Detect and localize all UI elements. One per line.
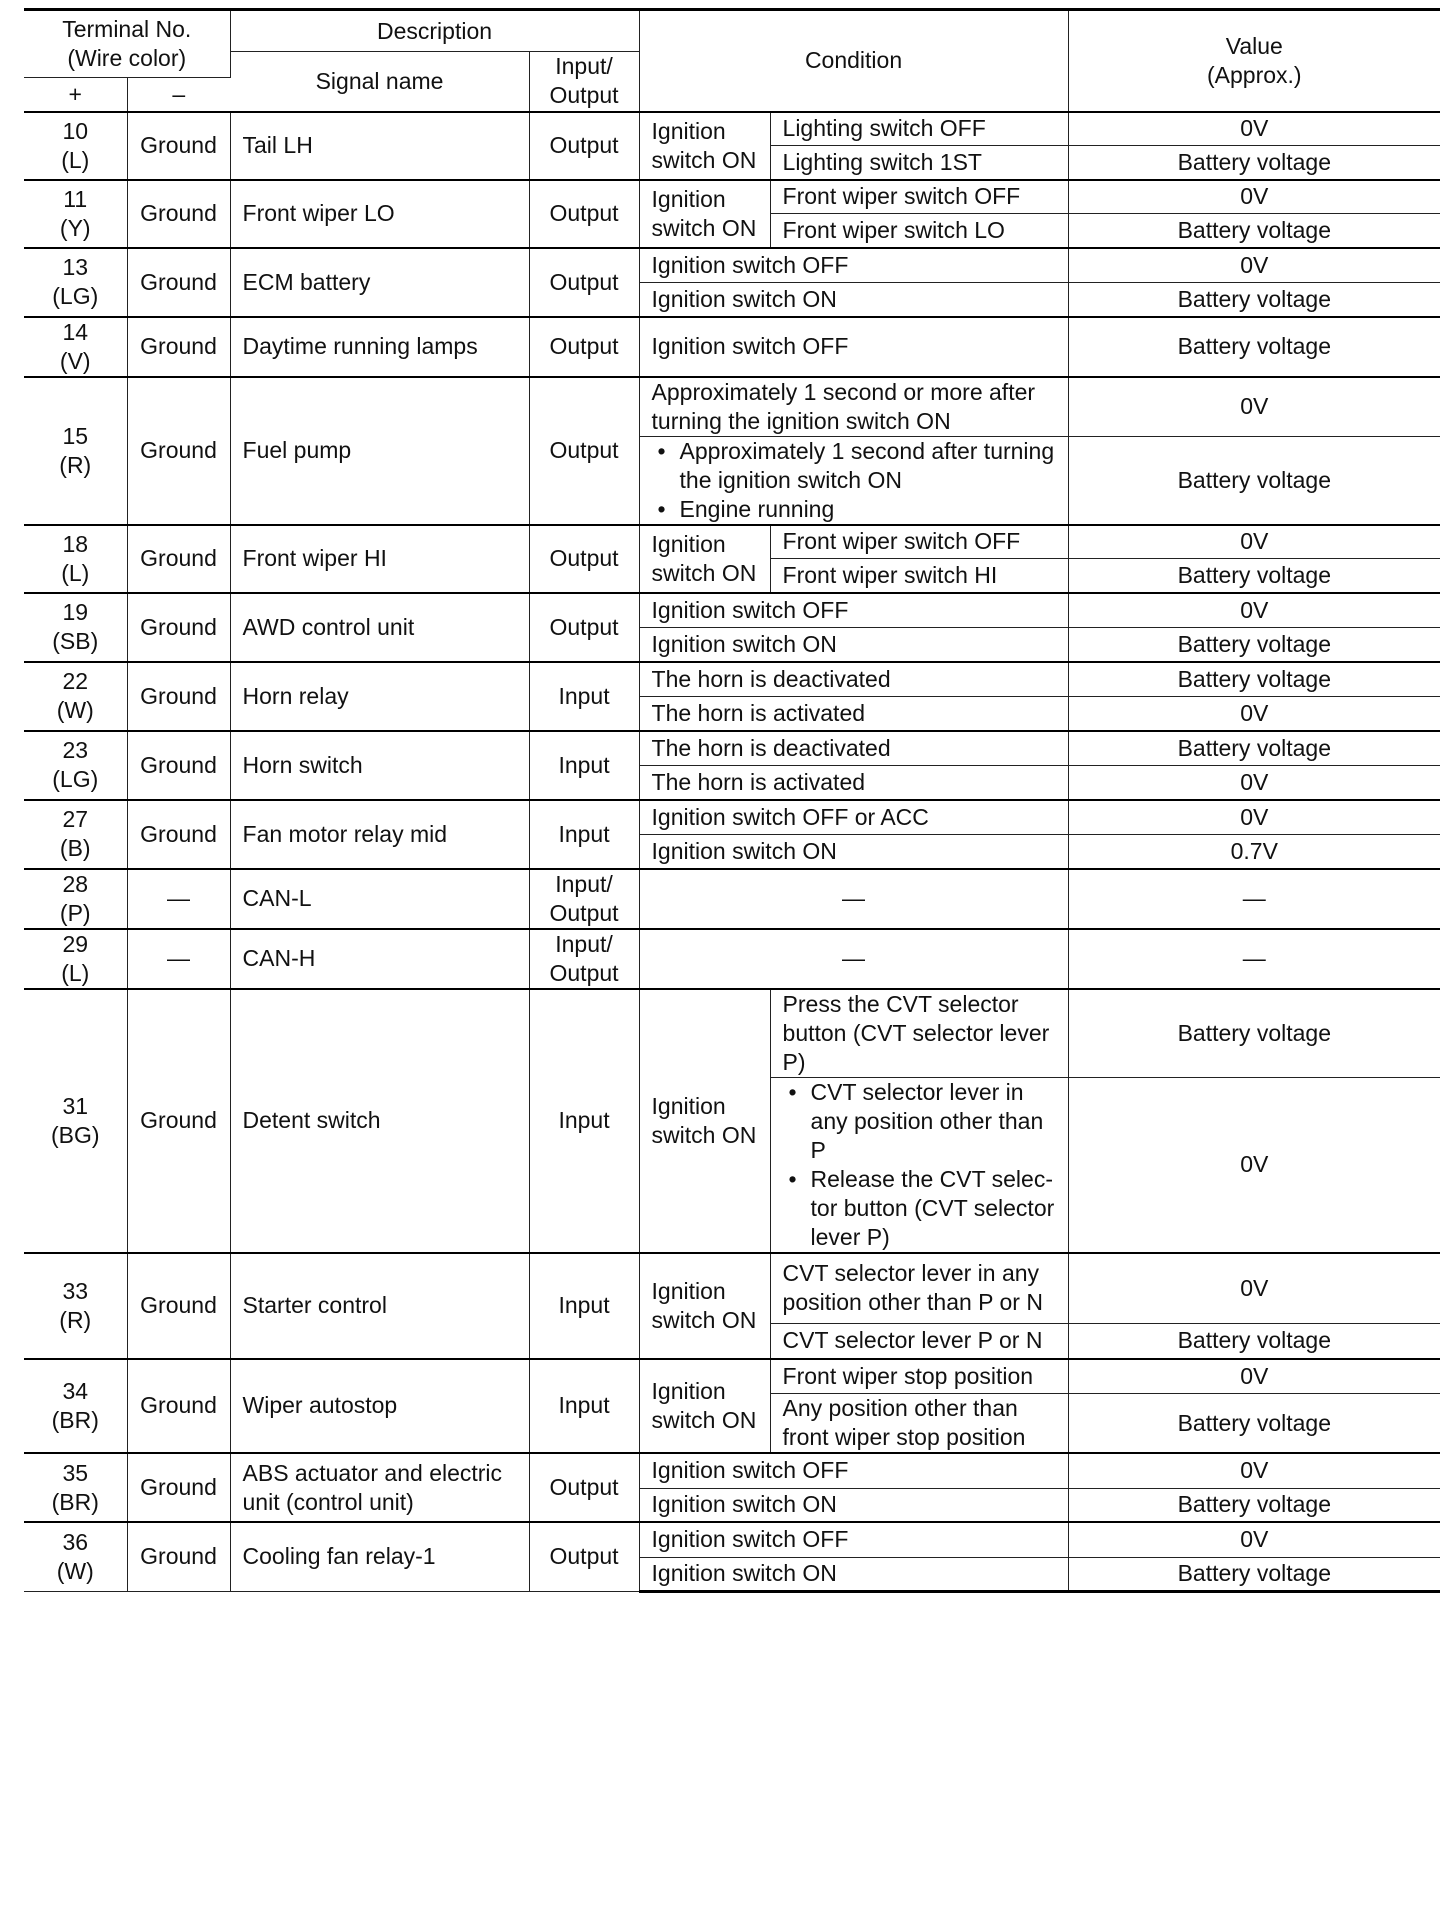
text-line: switch ON bbox=[651, 214, 757, 241]
wire-color: (Y) bbox=[59, 214, 91, 241]
ground-cell: Ground bbox=[127, 112, 230, 180]
terminal-number: 29 bbox=[62, 930, 89, 957]
terminal-no-label: Terminal No. bbox=[62, 16, 192, 42]
io-cell bbox=[529, 869, 639, 929]
condition-cell bbox=[770, 989, 1068, 1078]
condition-cell bbox=[770, 1394, 1068, 1454]
bullet-item bbox=[680, 437, 1056, 495]
ground-cell: Ground bbox=[127, 317, 230, 377]
value-cell: 0V bbox=[1068, 593, 1440, 628]
plus-header: + bbox=[24, 78, 127, 112]
text-line: unit (control unit) bbox=[242, 1488, 414, 1515]
value-cell: 0V bbox=[1068, 800, 1440, 835]
signal-name-cell: Front wiper LO bbox=[230, 180, 529, 248]
text-line: tor button (CVT selector bbox=[810, 1194, 1055, 1221]
value-cell: 0V bbox=[1068, 1077, 1440, 1253]
table-row bbox=[24, 929, 1440, 989]
table-row bbox=[24, 1253, 1440, 1324]
terminal-cell bbox=[24, 1522, 127, 1591]
table-row bbox=[24, 1453, 1440, 1488]
condition-cell: Ignition switch ON bbox=[639, 1557, 1068, 1591]
terminal-cell bbox=[24, 248, 127, 317]
signal-name-cell: Horn relay bbox=[230, 662, 529, 731]
condition-cell: Ignition switch OFF bbox=[639, 317, 1068, 377]
terminal-number: 33 bbox=[62, 1277, 89, 1304]
terminal-number: 13 bbox=[62, 254, 89, 280]
terminal-cell bbox=[24, 800, 127, 869]
value-cell: Battery voltage bbox=[1068, 662, 1440, 697]
wire-color: (SB) bbox=[52, 628, 99, 654]
ground-cell: Ground bbox=[127, 1453, 230, 1522]
value-cell: 0V bbox=[1068, 1359, 1440, 1394]
terminal-number: 15 bbox=[62, 422, 89, 449]
condition-cell: Ignition switch OFF bbox=[639, 1453, 1068, 1488]
text-line: Press the CVT selector bbox=[782, 990, 1019, 1017]
value-cell: 0.7V bbox=[1068, 835, 1440, 869]
signal-name-header: Signal name bbox=[230, 52, 529, 112]
text-line: P bbox=[810, 1136, 826, 1163]
bullet-item bbox=[811, 1078, 1056, 1165]
terminal-number: 35 bbox=[62, 1459, 89, 1486]
header-row bbox=[24, 10, 1440, 52]
condition-scope-cell bbox=[639, 989, 770, 1253]
text-line: switch ON bbox=[651, 559, 757, 586]
text-line: switch ON bbox=[651, 1406, 757, 1433]
condition-cell: Ignition switch OFF or ACC bbox=[639, 800, 1068, 835]
text-line: Ignition bbox=[651, 530, 726, 557]
terminal-cell bbox=[24, 317, 127, 377]
io-cell: Output bbox=[529, 593, 639, 662]
terminal-cell bbox=[24, 1253, 127, 1359]
terminal-no-header bbox=[24, 10, 230, 78]
value-cell: 0V bbox=[1068, 766, 1440, 800]
terminal-cell bbox=[24, 1359, 127, 1454]
io-cell: Output bbox=[529, 112, 639, 180]
text-line: Any position other than bbox=[782, 1395, 1018, 1421]
wire-color: (W) bbox=[56, 1557, 94, 1584]
io-cell: Input bbox=[529, 731, 639, 800]
value-cell: Battery voltage bbox=[1068, 559, 1440, 593]
ground-cell: Ground bbox=[127, 662, 230, 731]
text-line: Ignition bbox=[651, 117, 726, 144]
terminal-number: 11 bbox=[63, 185, 88, 212]
signal-name-cell: Horn switch bbox=[230, 731, 529, 800]
ground-cell: Ground bbox=[127, 1359, 230, 1454]
value-cell: 0V bbox=[1068, 1522, 1440, 1557]
ground-cell: Ground bbox=[127, 731, 230, 800]
ground-cell: Ground bbox=[127, 989, 230, 1253]
terminal-spec-table bbox=[24, 8, 1440, 1593]
condition-cell: Front wiper switch LO bbox=[770, 214, 1068, 248]
ground-cell: Ground bbox=[127, 593, 230, 662]
text-line: Ignition bbox=[651, 185, 726, 212]
value-header bbox=[1068, 10, 1440, 112]
condition-scope-cell bbox=[639, 525, 770, 593]
wire-color-label: (Wire color) bbox=[67, 45, 187, 71]
value-cell: Battery voltage bbox=[1068, 1488, 1440, 1522]
text-line: P) bbox=[782, 1048, 806, 1075]
text-line: turning the ignition switch ON bbox=[651, 407, 951, 434]
terminal-cell bbox=[24, 1453, 127, 1522]
wire-color: (BR) bbox=[51, 1488, 99, 1515]
value-cell: Battery voltage bbox=[1068, 1557, 1440, 1591]
value-cell: 0V bbox=[1068, 248, 1440, 283]
terminal-number: 36 bbox=[62, 1528, 89, 1555]
wire-color: (LG) bbox=[52, 766, 99, 792]
value-cell: Battery voltage bbox=[1068, 731, 1440, 766]
terminal-cell bbox=[24, 989, 127, 1253]
table-row bbox=[24, 248, 1440, 283]
condition-cell: Ignition switch ON bbox=[639, 283, 1068, 317]
text-line: lever P) bbox=[810, 1223, 890, 1250]
condition-cell: — bbox=[639, 929, 1068, 989]
condition-header: Condition bbox=[639, 10, 1068, 112]
terminal-cell bbox=[24, 525, 127, 593]
wire-color: (R) bbox=[59, 451, 92, 478]
text-line: switch ON bbox=[651, 146, 757, 173]
condition-cell: Front wiper switch OFF bbox=[770, 525, 1068, 559]
condition-cell: Ignition switch ON bbox=[639, 1488, 1068, 1522]
condition-cell: — bbox=[639, 869, 1068, 929]
value-cell: Battery voltage bbox=[1068, 283, 1440, 317]
signal-name-cell: CAN-L bbox=[230, 869, 529, 929]
ground-cell: Ground bbox=[127, 377, 230, 525]
bullet-item bbox=[811, 1165, 1056, 1252]
text-line: switch ON bbox=[651, 1306, 757, 1333]
table-row bbox=[24, 869, 1440, 929]
io-cell: Output bbox=[529, 317, 639, 377]
signal-name-cell: AWD control unit bbox=[230, 593, 529, 662]
wire-color: (R) bbox=[59, 1306, 92, 1333]
value-cell: Battery voltage bbox=[1068, 317, 1440, 377]
text-line: • Engine running bbox=[679, 495, 835, 522]
value-cell: 0V bbox=[1068, 1453, 1440, 1488]
wire-color: (L) bbox=[61, 146, 90, 173]
condition-cell: Ignition switch ON bbox=[639, 628, 1068, 662]
table-row bbox=[24, 1359, 1440, 1394]
value-cell: Battery voltage bbox=[1068, 214, 1440, 248]
value-cell: — bbox=[1068, 929, 1440, 989]
ground-cell: Ground bbox=[127, 800, 230, 869]
ground-cell: — bbox=[127, 869, 230, 929]
ground-cell: Ground bbox=[127, 1522, 230, 1591]
signal-name-cell: Fan motor relay mid bbox=[230, 800, 529, 869]
text-line: Input/ bbox=[555, 870, 613, 897]
value-cell: Battery voltage bbox=[1068, 1394, 1440, 1454]
text-line: Input/ bbox=[555, 930, 613, 957]
table-row bbox=[24, 662, 1440, 697]
table-row bbox=[24, 525, 1440, 559]
ground-cell: Ground bbox=[127, 1253, 230, 1359]
condition-scope-cell bbox=[639, 180, 770, 248]
text-line: front wiper stop position bbox=[782, 1424, 1026, 1450]
condition-cell: Lighting switch OFF bbox=[770, 112, 1068, 146]
signal-name-cell: Starter control bbox=[230, 1253, 529, 1359]
io-cell: Input bbox=[529, 989, 639, 1253]
io-cell: Output bbox=[529, 180, 639, 248]
io-cell: Output bbox=[529, 1522, 639, 1591]
text-line: Ignition bbox=[651, 1377, 726, 1404]
condition-cell: The horn is deactivated bbox=[639, 731, 1068, 766]
value-cell: Battery voltage bbox=[1068, 989, 1440, 1078]
terminal-cell bbox=[24, 112, 127, 180]
text-line: ABS actuator and electric bbox=[242, 1459, 503, 1486]
ground-cell: — bbox=[127, 929, 230, 989]
wire-color: (BR) bbox=[51, 1406, 99, 1433]
wire-color: (B) bbox=[59, 835, 91, 861]
wire-color: (L) bbox=[61, 559, 90, 586]
table-row bbox=[24, 180, 1440, 214]
bullet-item bbox=[680, 495, 1056, 524]
terminal-number: 19 bbox=[62, 599, 89, 625]
io-cell bbox=[529, 929, 639, 989]
text-line: Ignition bbox=[651, 1092, 726, 1119]
text-line: • CVT selector lever in bbox=[810, 1078, 1024, 1105]
terminal-cell bbox=[24, 869, 127, 929]
terminal-number: 22 bbox=[62, 668, 89, 694]
table-row bbox=[24, 989, 1440, 1078]
io-header bbox=[529, 52, 639, 112]
terminal-cell bbox=[24, 377, 127, 525]
wire-color: (L) bbox=[61, 959, 90, 986]
text-line: switch ON bbox=[651, 1121, 757, 1148]
value-cell: 0V bbox=[1068, 112, 1440, 146]
condition-cell: The horn is activated bbox=[639, 766, 1068, 800]
condition-cell: The horn is activated bbox=[639, 697, 1068, 731]
signal-name-cell: Daytime running lamps bbox=[230, 317, 529, 377]
value-cell: 0V bbox=[1068, 180, 1440, 214]
condition-cell: Front wiper stop position bbox=[770, 1359, 1068, 1394]
ground-cell: Ground bbox=[127, 525, 230, 593]
table-row bbox=[24, 377, 1440, 437]
condition-cell: CVT selector lever P or N bbox=[770, 1324, 1068, 1359]
text-line: any position other than bbox=[810, 1107, 1044, 1134]
terminal-cell bbox=[24, 929, 127, 989]
io-cell: Input bbox=[529, 662, 639, 731]
table-row bbox=[24, 800, 1440, 835]
terminal-number: 10 bbox=[62, 117, 89, 144]
signal-name-cell: Cooling fan relay-1 bbox=[230, 1522, 529, 1591]
condition-cell bbox=[639, 377, 1068, 437]
signal-name-cell bbox=[230, 1453, 529, 1522]
text-line: Output bbox=[549, 899, 619, 926]
ground-cell: Ground bbox=[127, 180, 230, 248]
terminal-number: 18 bbox=[62, 530, 89, 557]
approx-label: (Approx.) bbox=[1206, 61, 1302, 88]
table-row bbox=[24, 593, 1440, 628]
table-row bbox=[24, 317, 1440, 377]
io-cell: Input bbox=[529, 800, 639, 869]
value-cell: 0V bbox=[1068, 697, 1440, 731]
io-cell: Output bbox=[529, 248, 639, 317]
condition-cell: Front wiper switch HI bbox=[770, 559, 1068, 593]
signal-name-cell: Tail LH bbox=[230, 112, 529, 180]
condition-cell bbox=[770, 1077, 1068, 1253]
text-line: Ignition bbox=[651, 1277, 726, 1304]
value-cell: 0V bbox=[1068, 1253, 1440, 1324]
io-cell: Output bbox=[529, 1453, 639, 1522]
wire-color: (P) bbox=[59, 899, 91, 926]
value-label: Value bbox=[1225, 32, 1283, 59]
table-row bbox=[24, 1522, 1440, 1557]
condition-cell: Lighting switch 1ST bbox=[770, 146, 1068, 180]
io-cell: Input bbox=[529, 1359, 639, 1454]
terminal-number: 23 bbox=[62, 737, 89, 763]
description-header: Description bbox=[230, 10, 639, 52]
signal-name-cell: Wiper autostop bbox=[230, 1359, 529, 1454]
condition-cell: The horn is deactivated bbox=[639, 662, 1068, 697]
terminal-cell bbox=[24, 180, 127, 248]
condition-cell bbox=[770, 1253, 1068, 1324]
terminal-cell bbox=[24, 662, 127, 731]
wire-color: (W) bbox=[56, 697, 94, 723]
table-row bbox=[24, 731, 1440, 766]
value-cell: Battery voltage bbox=[1068, 1324, 1440, 1359]
terminal-number: 27 bbox=[62, 806, 89, 832]
value-cell: Battery voltage bbox=[1068, 146, 1440, 180]
condition-scope-cell bbox=[639, 1359, 770, 1454]
condition-cell: Ignition switch ON bbox=[639, 835, 1068, 869]
bullet-list bbox=[783, 1078, 1056, 1252]
bullet-list bbox=[652, 437, 1056, 524]
condition-cell: Ignition switch OFF bbox=[639, 248, 1068, 283]
io-label-input: Input/ bbox=[555, 53, 613, 80]
signal-name-cell: Detent switch bbox=[230, 989, 529, 1253]
text-line: CVT selector lever in any bbox=[782, 1260, 1040, 1287]
terminal-number: 28 bbox=[62, 870, 89, 897]
terminal-number: 31 bbox=[62, 1092, 89, 1119]
condition-cell: Front wiper switch OFF bbox=[770, 180, 1068, 214]
value-cell: Battery voltage bbox=[1068, 436, 1440, 525]
text-line: Output bbox=[549, 959, 619, 986]
condition-scope-cell bbox=[639, 112, 770, 180]
wire-color: (LG) bbox=[52, 283, 99, 309]
ground-cell: Ground bbox=[127, 248, 230, 317]
signal-name-cell: ECM battery bbox=[230, 248, 529, 317]
text-line: • Release the CVT selec- bbox=[810, 1165, 1053, 1192]
signal-name-cell: Fuel pump bbox=[230, 377, 529, 525]
io-cell: Input bbox=[529, 1253, 639, 1359]
wire-color: (V) bbox=[59, 347, 91, 374]
text-line: button (CVT selector lever bbox=[782, 1019, 1050, 1046]
terminal-cell bbox=[24, 731, 127, 800]
value-cell: 0V bbox=[1068, 525, 1440, 559]
terminal-number: 34 bbox=[62, 1377, 89, 1404]
condition-cell: Ignition switch OFF bbox=[639, 1522, 1068, 1557]
wire-color: (BG) bbox=[50, 1121, 100, 1148]
table-row bbox=[24, 112, 1440, 146]
terminal-number: 14 bbox=[62, 318, 89, 345]
signal-name-cell: Front wiper HI bbox=[230, 525, 529, 593]
terminal-cell bbox=[24, 593, 127, 662]
io-cell: Output bbox=[529, 525, 639, 593]
text-line: Approximately 1 second or more after bbox=[651, 378, 1036, 405]
text-line: position other than P or N bbox=[782, 1289, 1043, 1316]
condition-cell bbox=[639, 436, 1068, 525]
signal-name-cell: CAN-H bbox=[230, 929, 529, 989]
value-cell: — bbox=[1068, 869, 1440, 929]
text-line: • Approximately 1 second after turning bbox=[679, 437, 1055, 464]
value-cell: 0V bbox=[1068, 377, 1440, 437]
minus-header: – bbox=[127, 78, 230, 112]
io-label-output: Output bbox=[549, 82, 619, 109]
condition-cell: Ignition switch OFF bbox=[639, 593, 1068, 628]
condition-scope-cell bbox=[639, 1253, 770, 1359]
io-cell: Output bbox=[529, 377, 639, 525]
value-cell: Battery voltage bbox=[1068, 628, 1440, 662]
text-line: the ignition switch ON bbox=[679, 466, 902, 493]
